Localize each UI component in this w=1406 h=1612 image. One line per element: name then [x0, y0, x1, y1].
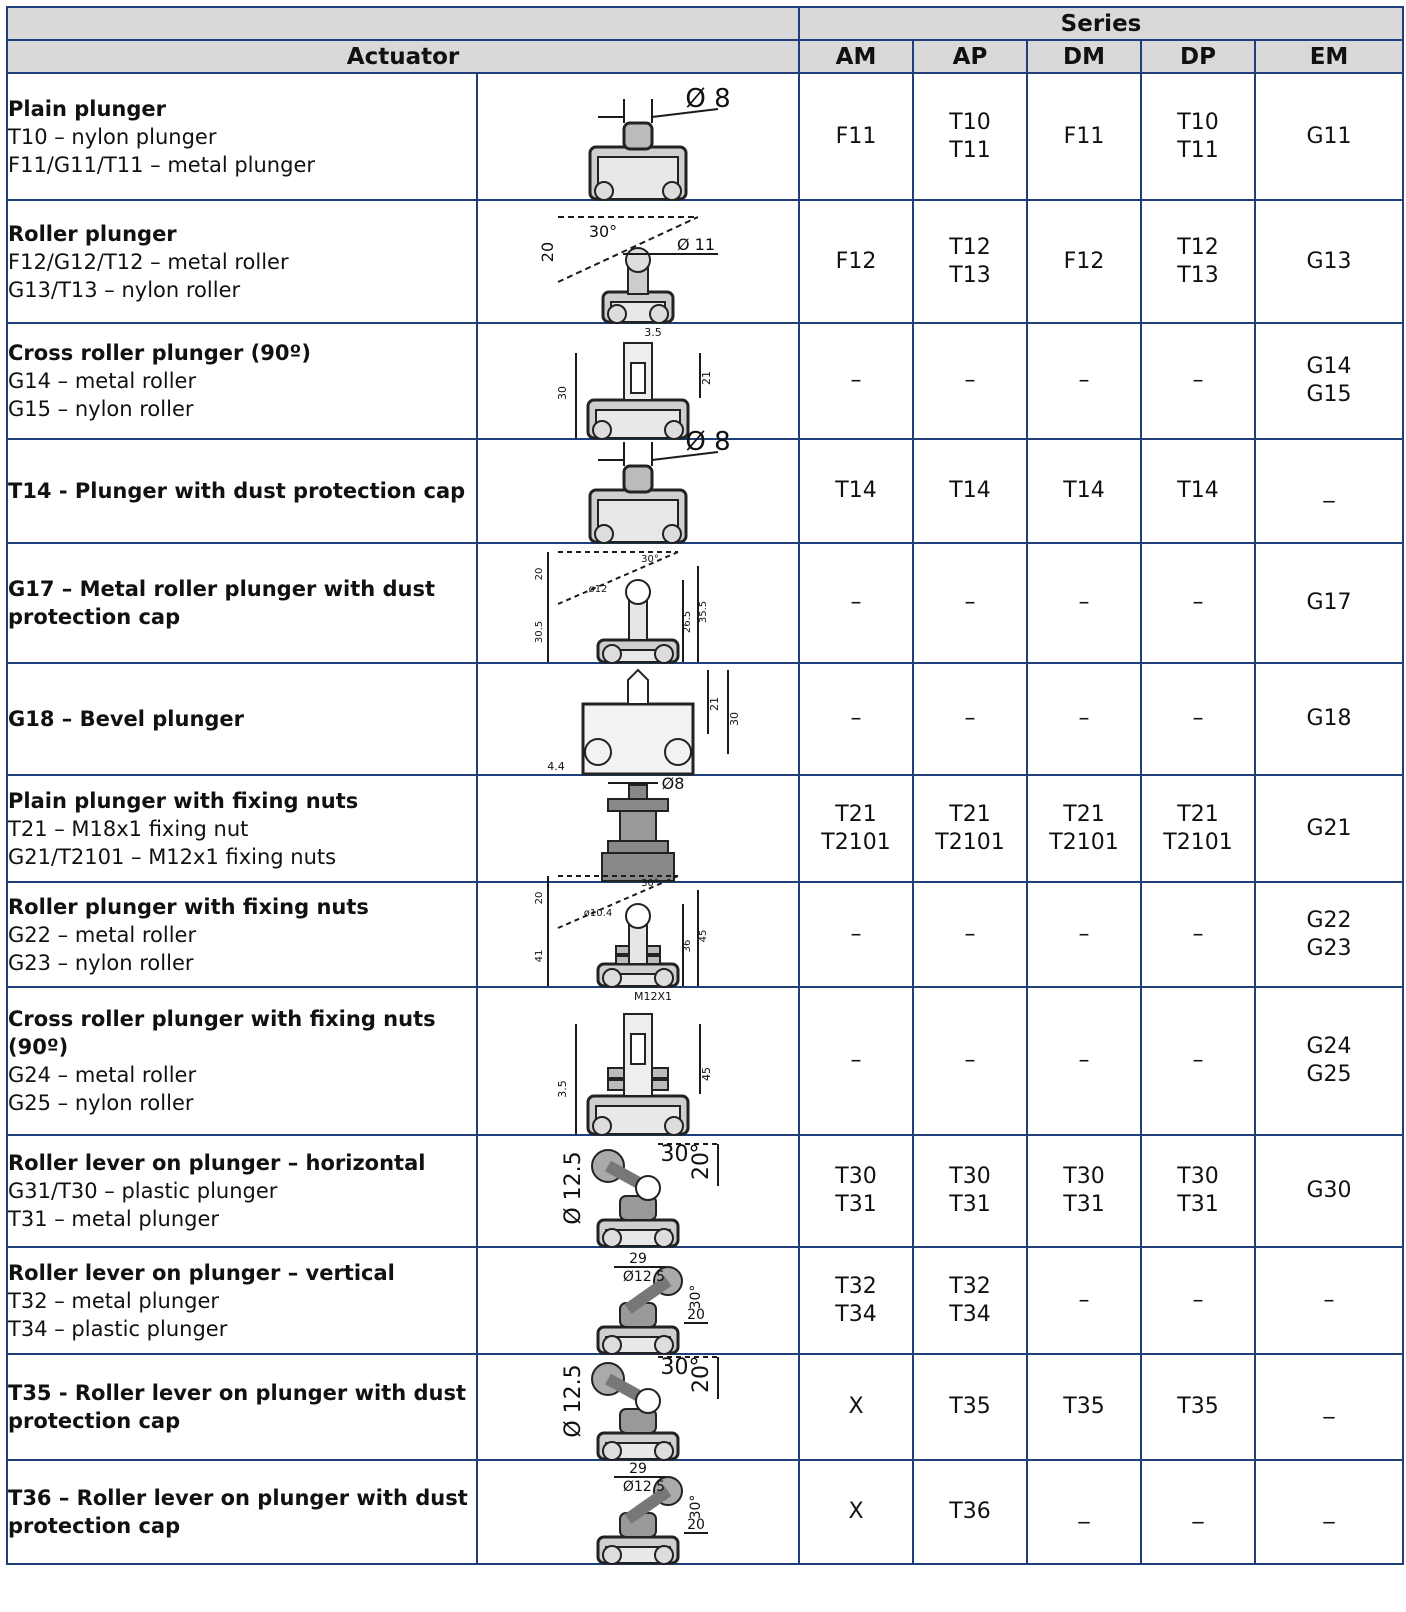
actuator-description — [7, 987, 477, 1135]
series-cell-am — [799, 1460, 913, 1564]
actuator-variant-line: F11/G11/T11 – metal plunger — [8, 152, 316, 177]
actuator-variant-line: G23 – nylon roller — [8, 950, 194, 975]
header-actuator: Actuator — [7, 40, 799, 73]
actuator-variant-line: T34 – plastic plunger — [8, 1316, 228, 1341]
dimension-label: Ø8 — [661, 774, 685, 793]
series-code: T21 — [835, 801, 877, 827]
series-cell-dp — [1141, 73, 1255, 200]
series-code: F12 — [835, 248, 877, 274]
actuator-drawing — [518, 326, 758, 438]
series-cell-am — [799, 543, 913, 663]
series-code: – — [850, 368, 862, 393]
series-cell-em — [1255, 73, 1403, 200]
series-cell-dm — [1027, 1247, 1141, 1354]
table-row — [7, 200, 1403, 323]
dimension-label: Ø 12.5 — [561, 1151, 586, 1225]
actuator-description — [7, 1135, 477, 1247]
dimension-label: Ø 11 — [676, 235, 716, 254]
series-code: T10 — [949, 109, 991, 135]
series-cell-ap — [913, 1460, 1027, 1564]
actuator-variant-line: G21/T2101 – M12x1 fixing nuts — [8, 844, 337, 869]
actuator-variant-line: F12/G12/T12 – metal roller — [8, 249, 289, 274]
table-row — [7, 1135, 1403, 1247]
actuator-drawing — [518, 203, 758, 322]
series-code: T32 — [835, 1273, 877, 1299]
series-code: G22 — [1306, 907, 1352, 933]
series-cell-em — [1255, 439, 1403, 543]
dimension-label: 21 — [700, 371, 713, 385]
dimension-label: 29 — [629, 1251, 647, 1267]
series-code: G30 — [1306, 1178, 1352, 1203]
series-code: _ — [1078, 1499, 1090, 1524]
series-cell-dp — [1141, 323, 1255, 439]
series-cell-ap — [913, 1135, 1027, 1247]
actuator-image-cell — [477, 663, 799, 775]
dimension-label: 30° — [688, 1284, 704, 1310]
header-blank-cell — [7, 7, 799, 40]
series-code: T2101 — [821, 829, 891, 855]
series-code: T34 — [949, 1301, 991, 1327]
table-row — [7, 882, 1403, 987]
series-cell-ap — [913, 323, 1027, 439]
series-code: T30 — [949, 1164, 991, 1189]
series-code: X — [848, 1499, 864, 1524]
dimension-label: 20 — [687, 1307, 705, 1323]
actuator-drawing — [518, 546, 758, 662]
series-code: G14 — [1306, 354, 1352, 379]
actuator-title: T36 – Roller lever on plunger with dust protection cap — [8, 1486, 468, 1538]
dimension-label: 35.5 — [698, 600, 709, 624]
dimension-label: Ø12.5 — [622, 1479, 666, 1495]
series-cell-am — [799, 200, 913, 323]
series-cell-ap — [913, 73, 1027, 200]
series-cell-em — [1255, 1354, 1403, 1460]
series-code: T31 — [1177, 1192, 1219, 1217]
series-code: T35 — [1177, 1394, 1219, 1419]
dimension-label: Ø12.5 — [622, 1269, 666, 1285]
actuator-image-cell — [477, 775, 799, 882]
series-code: – — [1078, 1048, 1090, 1073]
series-code: _ — [1323, 1394, 1335, 1419]
series-cell-dm — [1027, 543, 1141, 663]
dimension-label: ø12 — [588, 584, 608, 595]
series-cell-em — [1255, 1460, 1403, 1564]
series-cell-em — [1255, 1247, 1403, 1354]
actuator-title: T14 - Plunger with dust protection cap — [8, 479, 466, 503]
series-cell-dp — [1141, 882, 1255, 987]
series-cell-dm — [1027, 323, 1141, 439]
dimension-label: 30° — [688, 1494, 704, 1520]
header-col-ap: AP — [913, 40, 1027, 73]
series-code: T13 — [1177, 262, 1219, 288]
series-cell-am — [799, 323, 913, 439]
dimension-label: 30° — [588, 222, 618, 241]
series-cell-dp — [1141, 1135, 1255, 1247]
actuator-variant-line: G25 – nylon roller — [8, 1091, 194, 1115]
series-code: – — [1078, 590, 1090, 615]
actuator-title: Plain plunger with fixing nuts — [8, 788, 359, 813]
actuator-description — [7, 1247, 477, 1354]
series-cell-am — [799, 73, 913, 200]
series-code: G11 — [1306, 123, 1352, 149]
actuator-description — [7, 439, 477, 543]
actuator-title: Roller plunger — [8, 221, 177, 246]
series-code: T14 — [949, 478, 991, 503]
series-cell-dm — [1027, 775, 1141, 882]
series-code: – — [850, 590, 862, 615]
series-cell-ap — [913, 775, 1027, 882]
actuator-variant-line: T21 – M18x1 fixing nut — [8, 816, 249, 841]
series-code: T14 — [1063, 478, 1105, 503]
series-cell-em — [1255, 882, 1403, 987]
table-row — [7, 1460, 1403, 1564]
series-cell-ap — [913, 439, 1027, 543]
series-cell-am — [799, 1247, 913, 1354]
dimension-label: 20 — [689, 1365, 714, 1393]
series-code: T14 — [835, 478, 877, 503]
series-cell-am — [799, 1135, 913, 1247]
actuator-variant-line: T31 – metal plunger — [8, 1207, 220, 1231]
dimension-label: 3.5 — [556, 1080, 569, 1098]
series-code: G17 — [1306, 590, 1352, 615]
dimension-label: 20 — [689, 1152, 714, 1180]
series-cell-em — [1255, 200, 1403, 323]
dimension-label: 45 — [700, 1067, 713, 1081]
dimension-label: 30° — [660, 1355, 700, 1380]
series-code: G25 — [1306, 1062, 1352, 1087]
series-cell-am — [799, 882, 913, 987]
series-cell-ap — [913, 200, 1027, 323]
series-code: T2101 — [1163, 829, 1233, 855]
series-code: G15 — [1306, 382, 1352, 407]
dimension-label: 30 — [556, 386, 569, 400]
dimension-label: Ø 8 — [685, 427, 731, 457]
actuator-description — [7, 663, 477, 775]
series-code: X — [848, 1394, 864, 1419]
actuator-image-cell — [477, 878, 799, 987]
actuator-image-cell — [477, 323, 799, 439]
dimension-label: 30.5 — [534, 620, 545, 644]
dimension-label: 26.5 — [682, 610, 693, 634]
series-cell-dp — [1141, 200, 1255, 323]
series-code: T30 — [1177, 1164, 1219, 1189]
series-code: T14 — [1177, 478, 1219, 503]
series-code: T21 — [949, 801, 991, 827]
series-code: – — [964, 921, 976, 947]
series-cell-am — [799, 987, 913, 1135]
actuator-title: Cross roller plunger with fixing nuts (90º) — [8, 1007, 436, 1059]
series-code: – — [1078, 921, 1090, 947]
series-cell-ap — [913, 882, 1027, 987]
header-col-dp: DP — [1141, 40, 1255, 73]
series-code: F11 — [1063, 123, 1105, 149]
series-code: – — [1192, 921, 1204, 947]
series-cell-dm — [1027, 1354, 1141, 1460]
actuator-drawing — [518, 878, 758, 986]
header-col-dm: DM — [1027, 40, 1141, 73]
actuator-drawing — [518, 1250, 758, 1353]
series-cell-dm — [1027, 663, 1141, 775]
actuator-description — [7, 882, 477, 987]
series-code: T12 — [949, 234, 991, 260]
dimension-label: 36 — [682, 939, 693, 953]
series-cell-am — [799, 1354, 913, 1460]
series-cell-em — [1255, 663, 1403, 775]
actuator-image-cell — [477, 200, 799, 323]
dimension-label: 20 — [687, 1517, 705, 1533]
series-code: – — [964, 1048, 976, 1073]
actuator-image-cell — [477, 1135, 799, 1247]
series-code: T36 — [949, 1499, 991, 1524]
header-series: Series — [799, 7, 1403, 40]
series-code: – — [1192, 368, 1204, 393]
series-code: T31 — [1063, 1192, 1105, 1217]
actuator-variant-line: G22 – metal roller — [8, 922, 197, 947]
series-code: G13 — [1306, 248, 1352, 274]
actuator-title: Roller plunger with fixing nuts — [8, 894, 369, 919]
dimension-label: 30° — [641, 878, 659, 889]
actuator-drawing — [518, 774, 758, 881]
series-code: T31 — [949, 1192, 991, 1217]
series-code: F11 — [835, 123, 877, 149]
series-code: – — [1078, 368, 1090, 393]
series-cell-ap — [913, 1247, 1027, 1354]
series-code: T10 — [1177, 109, 1219, 135]
series-code: T2101 — [1049, 829, 1119, 855]
series-cell-ap — [913, 987, 1027, 1135]
series-code: T30 — [1063, 1164, 1105, 1189]
actuator-description — [7, 775, 477, 882]
series-cell-dm — [1027, 200, 1141, 323]
actuator-description — [7, 323, 477, 439]
dimension-label: 45 — [698, 929, 709, 943]
table-row — [7, 73, 1403, 200]
series-code: G24 — [1306, 1034, 1352, 1059]
series-code: T2101 — [935, 829, 1005, 855]
series-code: F12 — [1063, 248, 1105, 274]
actuator-variant-line: G14 – metal roller — [8, 369, 197, 393]
series-code: – — [850, 1048, 862, 1073]
actuator-variant-line: T32 – metal plunger — [8, 1288, 220, 1313]
series-code: T32 — [949, 1273, 991, 1299]
series-cell-dp — [1141, 1354, 1255, 1460]
actuator-description — [7, 73, 477, 200]
series-cell-em — [1255, 323, 1403, 439]
actuator-description — [7, 200, 477, 323]
header-row-columns — [7, 40, 1403, 73]
series-cell-dm — [1027, 987, 1141, 1135]
series-cell-dp — [1141, 439, 1255, 543]
table-row — [7, 1247, 1403, 1354]
actuator-image-cell — [477, 73, 799, 200]
actuator-variant-line: G13/T13 – nylon roller — [8, 277, 241, 302]
dimension-label: 29 — [629, 1461, 647, 1477]
series-code: T21 — [1177, 801, 1219, 827]
series-code: T11 — [1177, 137, 1219, 163]
series-code: _ — [1323, 1499, 1335, 1524]
actuator-variant-line: G15 – nylon roller — [8, 397, 194, 421]
series-code: – — [1323, 1287, 1335, 1313]
series-cell-em — [1255, 1135, 1403, 1247]
table-row — [7, 543, 1403, 663]
series-cell-dm — [1027, 73, 1141, 200]
series-cell-am — [799, 663, 913, 775]
series-code: T13 — [949, 262, 991, 288]
table-row — [7, 987, 1403, 1135]
dimension-label: 20 — [538, 241, 557, 263]
series-cell-dp — [1141, 1247, 1255, 1354]
table-row — [7, 1354, 1403, 1460]
series-cell-dm — [1027, 882, 1141, 987]
dimension-label: 30° — [641, 554, 659, 565]
actuator-image-cell — [477, 987, 799, 1135]
series-cell-dp — [1141, 775, 1255, 882]
dimension-label: 21 — [708, 697, 721, 711]
series-code: – — [850, 706, 862, 731]
dimension-label: 20 — [534, 891, 545, 905]
series-code: – — [1192, 1048, 1204, 1073]
actuator-title: Roller lever on plunger – horizontal — [8, 1151, 426, 1175]
actuator-title: Roller lever on plunger – vertical — [8, 1260, 395, 1285]
series-cell-ap — [913, 543, 1027, 663]
actuator-image-cell — [477, 1354, 799, 1460]
series-cell-dp — [1141, 987, 1255, 1135]
series-cell-dp — [1141, 1460, 1255, 1564]
series-cell-em — [1255, 775, 1403, 882]
actuator-drawing — [518, 427, 758, 542]
series-cell-ap — [913, 663, 1027, 775]
actuator-title: Plain plunger — [8, 96, 166, 121]
series-code: T35 — [1063, 1394, 1105, 1419]
series-cell-dp — [1141, 543, 1255, 663]
series-code: T35 — [949, 1394, 991, 1419]
series-code: T11 — [949, 137, 991, 163]
series-cell-em — [1255, 543, 1403, 663]
dimension-label: ø10.4 — [583, 908, 613, 919]
series-code: T30 — [835, 1164, 877, 1189]
dimension-label: 30° — [660, 1142, 700, 1167]
actuator-image-cell — [477, 543, 799, 663]
actuator-image-cell — [477, 1460, 799, 1564]
series-code: T31 — [835, 1192, 877, 1217]
series-code: _ — [1192, 1499, 1204, 1524]
series-code: T34 — [835, 1301, 877, 1327]
dimension-label: M12X1 — [633, 990, 673, 1003]
series-cell-am — [799, 775, 913, 882]
dimension-label: Ø 12.5 — [561, 1364, 586, 1438]
actuator-image-cell — [477, 1247, 799, 1354]
actuator-drawing — [518, 990, 758, 1134]
actuator-drawing — [518, 1138, 758, 1246]
series-cell-ap — [913, 1354, 1027, 1460]
series-code: – — [1192, 590, 1204, 615]
series-code: T21 — [1063, 801, 1105, 827]
dimension-label: 3.5 — [644, 326, 662, 339]
series-cell-dm — [1027, 439, 1141, 543]
series-code: – — [1078, 1287, 1090, 1313]
actuator-description — [7, 1354, 477, 1460]
series-code: – — [964, 368, 976, 393]
series-code: G21 — [1306, 815, 1352, 841]
series-code: – — [1192, 1287, 1204, 1313]
actuator-drawing — [518, 1357, 758, 1459]
actuator-description — [7, 1460, 477, 1564]
header-col-em: EM — [1255, 40, 1403, 73]
actuator-variant-line: T10 – nylon plunger — [8, 124, 217, 149]
actuator-title: G17 – Metal roller plunger with dust protection cap — [8, 577, 436, 629]
actuator-drawing — [518, 1463, 758, 1563]
actuator-title: T35 - Roller lever on plunger with dust protection cap — [8, 1381, 467, 1433]
dimension-label: 20 — [534, 567, 545, 581]
series-code: – — [1192, 706, 1204, 731]
dimension-label: Ø 8 — [685, 84, 731, 114]
series-code: T12 — [1177, 234, 1219, 260]
series-cell-dm — [1027, 1135, 1141, 1247]
actuator-drawing — [518, 76, 758, 199]
series-code: _ — [1323, 478, 1335, 503]
actuator-variant-line: G24 – metal roller — [8, 1063, 197, 1087]
dimension-label: 4.4 — [547, 760, 565, 773]
series-cell-dm — [1027, 1460, 1141, 1564]
actuator-series-table — [6, 6, 1404, 1565]
actuator-title: Cross roller plunger (90º) — [8, 341, 311, 365]
actuator-description — [7, 543, 477, 663]
dimension-label: 30 — [728, 712, 741, 726]
series-code: – — [964, 590, 976, 615]
actuator-variant-line: G31/T30 – plastic plunger — [8, 1179, 278, 1203]
table-row — [7, 439, 1403, 543]
dimension-label: 41 — [534, 949, 545, 963]
series-cell-em — [1255, 987, 1403, 1135]
table-body — [7, 73, 1403, 1564]
table-row — [7, 323, 1403, 439]
actuator-title: G18 – Bevel plunger — [8, 707, 245, 731]
series-code: – — [964, 706, 976, 731]
series-code: – — [1078, 706, 1090, 731]
table-row — [7, 775, 1403, 882]
series-cell-dp — [1141, 663, 1255, 775]
series-code: – — [850, 921, 862, 947]
series-code: G23 — [1306, 935, 1352, 961]
table-row — [7, 663, 1403, 775]
series-code: G18 — [1306, 706, 1352, 731]
header-col-am: AM — [799, 40, 913, 73]
series-cell-am — [799, 439, 913, 543]
actuator-image-cell — [477, 427, 799, 543]
actuator-drawing — [518, 666, 758, 774]
header-row-series — [7, 7, 1403, 40]
